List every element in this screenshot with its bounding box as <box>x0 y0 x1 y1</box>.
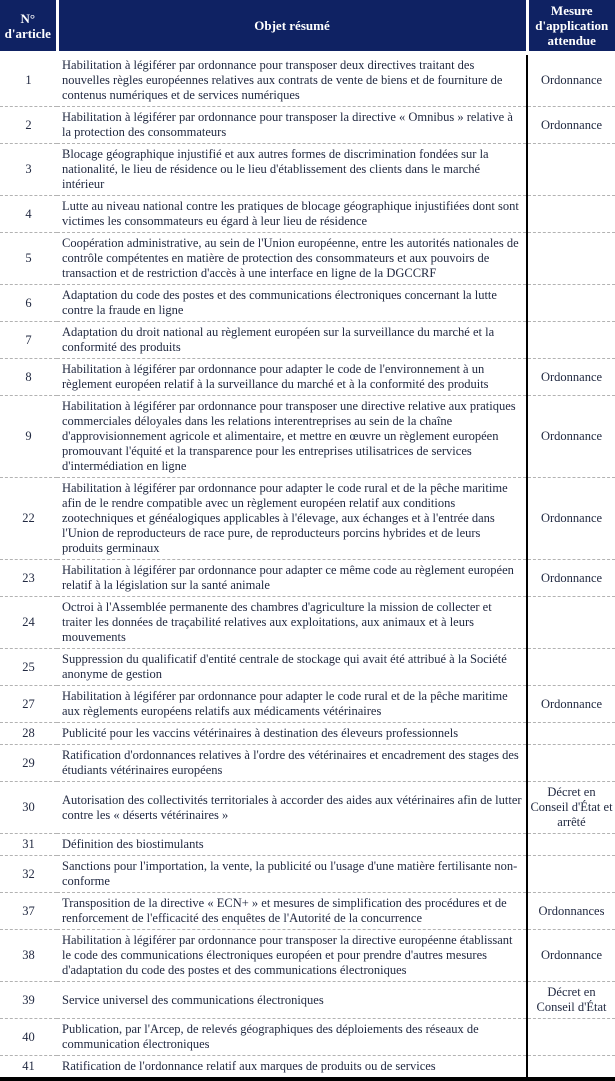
mesure-attendue-cell <box>527 745 615 782</box>
article-number-cell: 29 <box>0 745 57 782</box>
objet-resume-cell: Lutte au niveau national contre les pratiques de blocage géographique injustifiées dont sont victimes les consommateurs eu égard à leur lieu de résidence <box>57 196 527 233</box>
objet-resume-cell: Définition des biostimulants <box>57 834 527 856</box>
mesure-attendue-cell <box>527 597 615 649</box>
article-number-cell: 32 <box>0 856 57 893</box>
column-header-article-number: N° d'article <box>0 0 57 53</box>
mesure-attendue-cell: Décret en Conseil d'État <box>527 982 615 1019</box>
article-number-cell: 28 <box>0 723 57 745</box>
article-number-cell: 2 <box>0 107 57 144</box>
article-number-cell: 8 <box>0 359 57 396</box>
article-number-cell: 3 <box>0 144 57 196</box>
objet-resume-cell: Octroi à l'Assemblée permanente des chambres d'agriculture la mission de collecter et traiter les données de traçabilité relatives aux exploitations, aux animaux et à leurs mouvements <box>57 597 527 649</box>
article-number-cell: 41 <box>22 1059 35 1074</box>
table-row <box>0 144 615 196</box>
article-number-cell: 6 <box>0 285 57 322</box>
table-row <box>0 982 615 1019</box>
table-row <box>0 856 615 893</box>
mesure-attendue-cell: Ordonnance <box>527 107 615 144</box>
objet-resume-cell: Habilitation à légiférer par ordonnance pour adapter ce même code au règlement européen relatif à la législation sur la santé animale <box>57 560 527 597</box>
objet-resume-cell: Autorisation des collectivités territoriales à accorder des aides aux vétérinaires afin de lutter contre les « déserts vétérinaires » <box>57 782 527 834</box>
mesure-attendue-cell <box>527 233 615 285</box>
mesure-attendue-cell: Ordonnance <box>527 686 615 723</box>
article-number-cell: 4 <box>0 196 57 233</box>
table-row <box>0 597 615 649</box>
mesure-attendue-cell <box>527 144 615 196</box>
objet-resume-cell: Habilitation à légiférer par ordonnance pour transposer la directive « Omnibus » relative à la protection des consommateurs <box>57 107 527 144</box>
article-number-cell: 25 <box>0 649 57 686</box>
article-number-cell: 31 <box>0 834 57 856</box>
table-row <box>0 834 615 856</box>
column-header-mesure-application: Mesure d'application attendue <box>527 0 615 53</box>
header-row <box>0 0 615 53</box>
mesure-attendue-cell: Ordonnance <box>527 359 615 396</box>
objet-resume-cell: Publicité pour les vaccins vétérinaires à destination des éleveurs professionnels <box>57 723 527 745</box>
table-row <box>0 893 615 930</box>
objet-resume-cell: Service universel des communications électroniques <box>57 982 527 1019</box>
objet-resume-cell: Ratification d'ordonnances relatives à l'ordre des vétérinaires et encadrement des stages des étudiants vétérinaires européens <box>57 745 527 782</box>
mesure-attendue-cell: Ordonnance <box>527 396 615 478</box>
article-number-cell: 22 <box>0 478 57 560</box>
mesure-attendue-cell: Ordonnance <box>527 478 615 560</box>
article-number-cell: 39 <box>0 982 57 1019</box>
table-row <box>0 1019 615 1056</box>
table-row <box>0 107 615 144</box>
article-number-cell: 24 <box>0 597 57 649</box>
article-number-cell: 7 <box>0 322 57 359</box>
mesure-attendue-cell <box>527 1056 615 1080</box>
objet-resume-cell: Coopération administrative, au sein de l'Union européenne, entre les autorités nationales de contrôle compétentes en matière de protection des consommateurs et aux pouvoirs de transaction et de restriction d'accès à une interface en ligne de la DGCCRF <box>57 233 527 285</box>
mesure-attendue-cell <box>527 723 615 745</box>
table-row <box>0 782 615 834</box>
table-row <box>0 930 615 982</box>
mesure-attendue-cell <box>527 322 615 359</box>
mesure-attendue-cell <box>527 834 615 856</box>
table-body <box>0 53 615 1079</box>
objet-resume-cell: Blocage géographique injustifié et aux autres formes de discrimination fondées sur la nationalité, le lieu de résidence ou le lieu d'établissement des clients dans le marché intérieur <box>57 144 527 196</box>
table-header <box>0 0 615 53</box>
article-number-cell: 23 <box>0 560 57 597</box>
mesure-attendue-cell: Ordonnance <box>527 930 615 982</box>
table-row <box>0 53 615 107</box>
mesure-attendue-cell: Ordonnance <box>527 53 615 107</box>
table-row <box>0 686 615 723</box>
table-row <box>0 359 615 396</box>
table-row <box>0 285 615 322</box>
article-number-cell: 27 <box>0 686 57 723</box>
table-row <box>0 649 615 686</box>
objet-resume-cell: Publication, par l'Arcep, de relevés géographiques des déploiements des réseaux de communication électroniques <box>57 1019 527 1056</box>
mesure-attendue-cell <box>527 196 615 233</box>
article-number-cell: 9 <box>0 396 57 478</box>
mesure-attendue-cell <box>527 649 615 686</box>
objet-resume-cell: Transposition de la directive « ECN+ » et mesures de simplification des procédures et de renforcement de l'efficacité des enquêtes de l'Autorité de la concurrence <box>57 893 527 930</box>
table-row <box>0 723 615 745</box>
objet-resume-cell: Habilitation à légiférer par ordonnance pour adapter le code rural et de la pêche maritime aux règlements européens relatifs aux médicaments vétérinaires <box>57 686 527 723</box>
objet-resume-cell: Habilitation à légiférer par ordonnance pour adapter le code rural et de la pêche maritime afin de le rendre compatible avec un règlement européen relatif aux conditions zootechniques et généalogiques applicables à l'élevage, aux échanges et à l'entrée dans l'Union de reproducteurs de race pure, de reproducteurs porcins hybrides et de leurs produits germinaux <box>57 478 527 560</box>
objet-resume-cell: Habilitation à légiférer par ordonnance pour transposer la directive européenne établissant le code des communications électroniques européen et pour prendre d'autres mesures d'adaptation du code des postes et des communications électroniques <box>57 930 527 982</box>
table-row <box>0 745 615 782</box>
article-number-cell: 37 <box>0 893 57 930</box>
objet-resume-cell: Habilitation à légiférer par ordonnance pour adapter le code de l'environnement à un règlement européen relatif à la surveillance du marché et à la conformité des produits <box>57 359 527 396</box>
article-number-cell: 40 <box>0 1019 57 1056</box>
table-row <box>0 1056 615 1080</box>
objet-resume-cell: Habilitation à légiférer par ordonnance pour transposer deux directives traitant des nouvelles règles européennes relatives aux contrats de vente de biens et de fourniture de contenus numériques et de services numériques <box>57 53 527 107</box>
table-row <box>0 322 615 359</box>
column-header-objet-resume: Objet résumé <box>57 0 527 53</box>
mesure-attendue-cell <box>527 285 615 322</box>
mesure-attendue-cell <box>527 856 615 893</box>
objet-resume-cell: Suppression du qualificatif d'entité centrale de stockage qui avait été attribué à la Société anonyme de gestion <box>57 649 527 686</box>
table-row <box>0 560 615 597</box>
table-row <box>0 196 615 233</box>
mesure-attendue-cell: Décret en Conseil d'État et arrêté <box>527 782 615 834</box>
article-number-cell: 30 <box>0 782 57 834</box>
mesure-attendue-cell: Ordonnances <box>527 893 615 930</box>
table-row <box>0 233 615 285</box>
mesure-attendue-cell: Ordonnance <box>527 560 615 597</box>
objet-resume-cell: Adaptation du droit national au règlement européen sur la surveillance du marché et la conformité des produits <box>57 322 527 359</box>
objet-resume-cell: Sanctions pour l'importation, la vente, la publicité ou l'usage d'une matière fertilisante non-conforme <box>57 856 527 893</box>
article-number-cell: 38 <box>0 930 57 982</box>
article-number-cell: 5 <box>0 233 57 285</box>
table-row <box>0 478 615 560</box>
article-number-cell: 1 <box>0 53 57 107</box>
table-row <box>0 396 615 478</box>
mesure-attendue-cell <box>527 1019 615 1056</box>
objet-resume-cell: Adaptation du code des postes et des communications électroniques concernant la lutte contre la fraude en ligne <box>57 285 527 322</box>
objet-resume-cell: Ratification de l'ordonnance relatif aux marques de produits ou de services <box>57 1056 527 1080</box>
objet-resume-cell: Habilitation à légiférer par ordonnance pour transposer une directive relative aux pratiques commerciales déloyales dans les relations interentreprises au sein de la chaîne d'approvisionnement agricole et alimentaire, et mettre en œuvre un règlement européen promouvant l'équité et la transparence pour les entreprises utilisatrices de services d'intermédiation en ligne <box>57 396 527 478</box>
